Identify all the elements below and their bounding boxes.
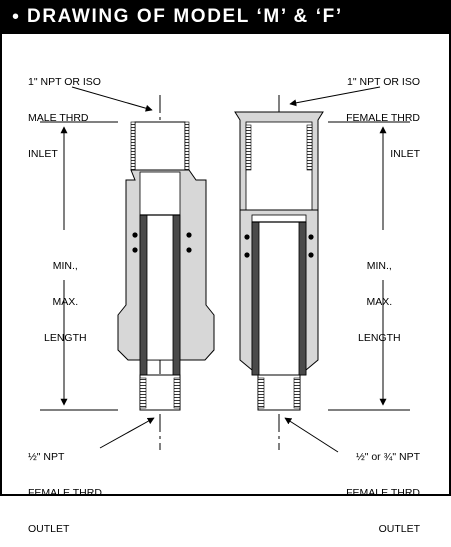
model-m-oring bbox=[132, 247, 137, 252]
model-f-inlet-thread-left bbox=[246, 125, 251, 170]
model-f-oring bbox=[308, 252, 313, 257]
model-m-inlet-thread-right bbox=[185, 122, 189, 170]
model-f-tube-wall-right bbox=[299, 222, 306, 375]
model-f-bore bbox=[252, 215, 306, 375]
model-f-inlet-thread-right bbox=[307, 125, 312, 170]
model-m-outlet-thread-right bbox=[174, 378, 180, 408]
model-f-inlet-label: 1" NPT OR ISO FEMALE THRD INLET bbox=[346, 76, 420, 160]
model-m-outlet-thread-left bbox=[140, 378, 146, 408]
model-f-outlet-thread-right bbox=[294, 378, 300, 408]
model-m-inlet-thread-left bbox=[131, 122, 135, 170]
page-title: DRAWING OF MODEL ‘M’ & ‘F’ bbox=[27, 6, 343, 27]
model-f-outlet-label: ½" or ¾" NPT FEMALE THRD OUTLET bbox=[346, 451, 420, 535]
model-f-oring bbox=[244, 234, 249, 239]
model-f-oring bbox=[308, 234, 313, 239]
model-f-inlet-leader bbox=[290, 87, 380, 104]
model-m-oring bbox=[186, 232, 191, 237]
model-m-tube-wall-right bbox=[173, 215, 180, 375]
model-m-outlet-leader bbox=[100, 418, 154, 448]
model-m-oring bbox=[132, 232, 137, 237]
model-m-outlet-label: ½" NPT FEMALE THRD OUTLET bbox=[28, 451, 102, 535]
model-f-outlet-leader bbox=[285, 418, 338, 452]
model-m-inlet-label: 1" NPT OR ISO MALE THRD INLET bbox=[28, 76, 101, 160]
model-m-tube-wall-left bbox=[140, 215, 147, 375]
model-f-tube-wall-left bbox=[252, 222, 259, 375]
model-f-oring bbox=[244, 252, 249, 257]
model-m-oring bbox=[186, 247, 191, 252]
model-m-inlet-pipe bbox=[135, 122, 185, 170]
header-bullet: • bbox=[12, 6, 20, 28]
model-m-drawing bbox=[40, 87, 214, 450]
model-m-inlet-leader bbox=[72, 87, 152, 110]
model-f-length-label: MIN., MAX. LENGTH bbox=[358, 260, 401, 344]
model-f-outlet-thread-left bbox=[258, 378, 264, 408]
model-f-inlet-bore bbox=[246, 122, 312, 212]
model-f-drawing bbox=[235, 87, 410, 452]
model-m-length-label: MIN., MAX. LENGTH bbox=[44, 260, 87, 344]
